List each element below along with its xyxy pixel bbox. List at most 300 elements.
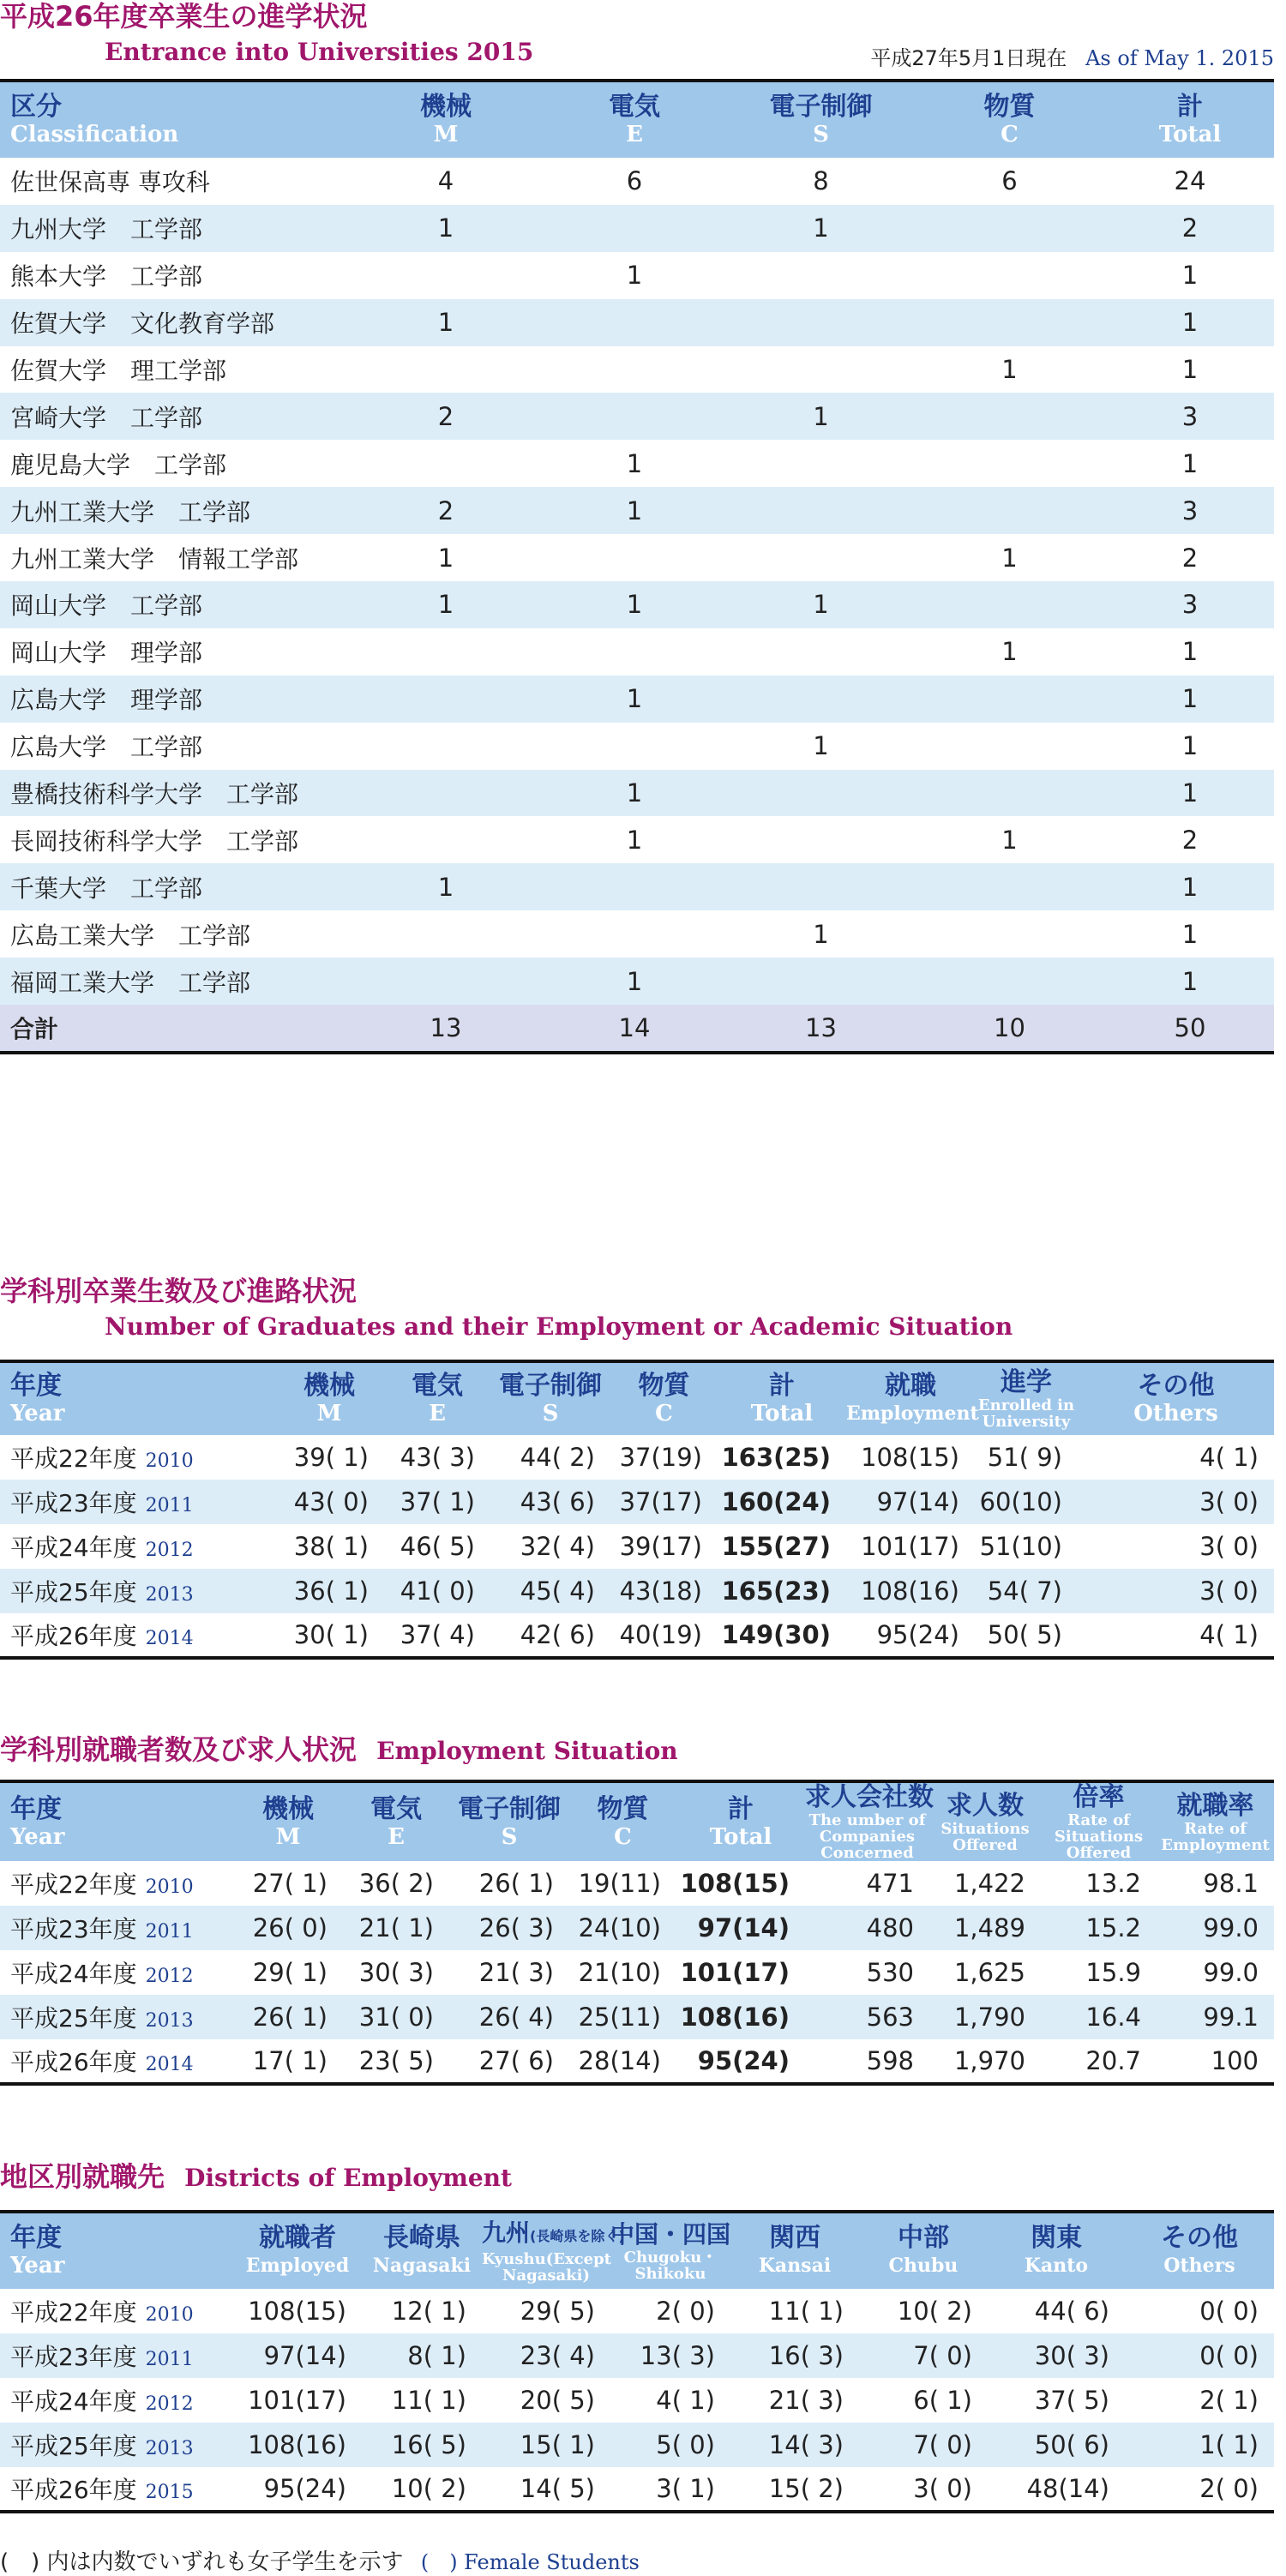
cell-s (729, 440, 913, 487)
cell: 21( 1) (358, 1913, 434, 1943)
cell: 25(11) (578, 2003, 661, 2032)
year-en: 2012 (145, 1966, 194, 1987)
table-row (0, 2378, 1274, 2423)
cell-m (352, 816, 540, 863)
header-e: 電気 E (370, 1793, 422, 1850)
row-label: 宮崎大学 工学部 (10, 403, 203, 432)
row-year (0, 2378, 233, 2423)
row-year (0, 1569, 274, 1613)
cell-e (540, 723, 729, 770)
cell-total: 1 (1181, 919, 1199, 949)
cell: 471 (866, 1869, 914, 1898)
year-en: 2011 (145, 1921, 194, 1943)
header-e: 電気 E (412, 1371, 463, 1426)
year-jp: 平成25年度 (10, 1578, 137, 1606)
cell: 10( 2) (391, 2474, 466, 2503)
cell: 2( 0) (1199, 2474, 1259, 2503)
year-en: 2012 (145, 1540, 194, 1561)
graduates-table (0, 1360, 1274, 1660)
table-row (0, 816, 1274, 863)
header-chubu: 中部 Chubu (888, 2223, 958, 2277)
cell: 3( 1) (656, 2474, 715, 2503)
cell: 149(30) (721, 1620, 831, 1649)
cell: 3( 0) (1199, 1487, 1259, 1516)
cell-e: 1 (626, 966, 643, 996)
row-year (0, 2289, 233, 2333)
row-label: 九州工業大学 情報工学部 (10, 544, 299, 573)
header-classification: 区分 Classification (10, 92, 179, 147)
cell: 51( 9) (987, 1443, 1062, 1472)
cell: 4( 1) (1199, 1443, 1259, 1472)
row-year (0, 1524, 274, 1569)
cell: 4( 1) (656, 2386, 715, 2415)
row-year (0, 1480, 274, 1524)
header-c: 物質 C (597, 1793, 649, 1850)
year-jp: 平成26年度 (10, 2048, 137, 2076)
cell: 43(18) (619, 1576, 702, 1606)
cell-total: 3 (1181, 590, 1199, 620)
cell-m (352, 252, 540, 299)
row-label: 広島工業大学 工学部 (10, 921, 251, 950)
cell: 480 (866, 1913, 914, 1943)
cell: 95(24) (697, 2046, 790, 2075)
cell: 50( 6) (1034, 2430, 1109, 2459)
header-e: 電気 E (609, 92, 660, 147)
cell: 15.9 (1085, 1958, 1141, 1987)
cell: 97(14) (263, 2341, 346, 2370)
cell: 39( 1) (293, 1443, 369, 1472)
cell: 163(25) (721, 1443, 831, 1472)
table-row (0, 299, 1274, 346)
cell: 7( 0) (913, 2430, 972, 2459)
cell-e (540, 393, 729, 440)
cell-s: 13 (805, 1013, 837, 1043)
cell: 10( 2) (897, 2297, 972, 2326)
cell: 26( 0) (252, 1913, 328, 1943)
cell: 5( 0) (656, 2430, 715, 2459)
cell: 26( 4) (478, 2003, 554, 2032)
cell: 44( 2) (520, 1443, 595, 1472)
table-row (0, 863, 1274, 910)
cell-e: 1 (626, 261, 643, 291)
section1-date-en: As of May 1. 2015 (1085, 46, 1274, 70)
cell-c: 6 (1001, 166, 1018, 196)
cell: 50( 5) (987, 1620, 1062, 1649)
cell: 40(19) (619, 1620, 702, 1649)
table-row (0, 2423, 1274, 2467)
cell-c (913, 581, 1106, 628)
section4-title-line (0, 2160, 512, 2193)
year-en: 2011 (145, 2349, 194, 2370)
year-jp: 平成26年度 (10, 2476, 137, 2504)
year-en: 2011 (145, 1495, 194, 1516)
cell-m: 1 (437, 872, 454, 902)
cell: 108(16) (861, 1576, 959, 1606)
cell: 1,422 (953, 1869, 1025, 1898)
table-row (0, 581, 1274, 628)
cell: 108(16) (680, 2003, 790, 2032)
cell-m: 13 (430, 1013, 462, 1043)
cell: 21( 3) (768, 2386, 844, 2415)
cell: 101(17) (680, 1958, 790, 1987)
cell: 1,970 (953, 2046, 1025, 2075)
university-entrance-table (0, 79, 1274, 1054)
cell: 108(15) (861, 1443, 959, 1472)
cell: 23( 4) (520, 2341, 595, 2370)
cell-e: 1 (626, 684, 643, 714)
header-others: その他 Others (1161, 2223, 1238, 2277)
cell-e (540, 299, 729, 346)
header-employment: 就職 Employment (846, 1371, 979, 1425)
cell: 38( 1) (293, 1532, 369, 1561)
cell: 530 (866, 1958, 914, 1987)
section1-date (870, 41, 1274, 71)
header-kyushu: 九州(長崎県を除く) Kyushu(Except Nagasaki) (482, 2219, 625, 2285)
cell-e (540, 534, 729, 581)
table-row (0, 910, 1274, 958)
section4-title: 地区別就職先 (0, 2160, 165, 2193)
row-year (0, 1435, 274, 1480)
cell: 30( 1) (293, 1620, 369, 1649)
header-c: 物質 C (983, 92, 1036, 147)
cell: 43( 6) (520, 1487, 595, 1516)
cell-c (913, 252, 1106, 299)
table-row (0, 1435, 1274, 1480)
cell-total: 1 (1181, 637, 1199, 667)
cell-total: 24 (1174, 166, 1206, 196)
row-label: 九州大学 工学部 (10, 215, 203, 244)
cell: 37(19) (619, 1443, 702, 1472)
year-en: 2010 (145, 1876, 194, 1898)
cell: 95(24) (263, 2474, 346, 2503)
header-s: 電子制御 S (499, 1371, 602, 1426)
year-jp: 平成24年度 (10, 2387, 137, 2416)
table-row (0, 440, 1274, 487)
cell: 42( 6) (520, 1620, 595, 1649)
year-jp: 平成24年度 (10, 1534, 137, 1562)
header-year: 年度 Year (10, 1793, 65, 1850)
table-row (0, 1995, 1274, 2039)
cell-s: 1 (813, 590, 829, 620)
section1-date-jp: 平成27年5月1日現在 (870, 46, 1067, 70)
cell: 14( 3) (768, 2430, 844, 2459)
row-label: 岡山大学 工学部 (10, 591, 203, 621)
row-label: 佐賀大学 文化教育学部 (10, 309, 275, 339)
cell: 160(24) (721, 1487, 831, 1516)
row-label: 岡山大学 理学部 (10, 639, 203, 668)
cell: 13.2 (1085, 1869, 1141, 1898)
cell-s (729, 958, 913, 1005)
cell-e (540, 863, 729, 910)
cell-s (729, 299, 913, 346)
cell: 2( 0) (656, 2297, 715, 2326)
cell-m (352, 910, 540, 958)
cell-s: 8 (813, 166, 829, 196)
cell: 97(14) (876, 1487, 959, 1516)
cell: 20( 5) (520, 2386, 595, 2415)
cell: 7( 0) (913, 2341, 972, 2370)
year-en: 2014 (145, 1628, 194, 1649)
header-rate-situations: 倍率 Rate of Situations Offered (1054, 1782, 1144, 1862)
cell-s: 1 (813, 731, 829, 761)
cell: 30( 3) (1034, 2341, 1109, 2370)
row-year (0, 1613, 274, 1658)
cell-m: 4 (437, 166, 454, 196)
cell-total: 1 (1181, 355, 1199, 384)
cell: 28(14) (578, 2046, 661, 2075)
cell-m: 1 (437, 543, 454, 573)
header-chugoku: 中国・四国 Chugoku・Shikoku (610, 2220, 731, 2283)
cell: 0( 0) (1199, 2341, 1259, 2370)
cell: 41( 0) (400, 1576, 475, 1606)
cell: 1,489 (953, 1913, 1025, 1943)
table-header-row (0, 1361, 1274, 1435)
cell-c (913, 958, 1106, 1005)
row-year (0, 1861, 233, 1906)
table-row (0, 676, 1274, 723)
cell-c (913, 723, 1106, 770)
cell: 23( 5) (358, 2046, 434, 2075)
header-enrolled: 進学 Enrolled in University (977, 1367, 1075, 1431)
section3-title: 学科別就職者数及び求人状況 (0, 1733, 358, 1766)
table-row (0, 534, 1274, 581)
table-row (0, 487, 1274, 534)
cell: 0( 0) (1199, 2297, 1259, 2326)
section1-subtitle: Entrance into Universities 2015 (105, 38, 534, 66)
header-year: 年度 Year (10, 2223, 65, 2279)
year-en: 2010 (145, 2304, 194, 2326)
cell: 11( 1) (391, 2386, 466, 2415)
cell: 51(10) (979, 1532, 1062, 1561)
cell-s (729, 346, 913, 393)
cell: 48(14) (1026, 2474, 1109, 2503)
cell-c: 10 (994, 1013, 1025, 1043)
header-rate-employment: 就職率 Rate of Employment (1161, 1790, 1270, 1854)
cell: 95(24) (876, 1620, 959, 1649)
cell: 2( 1) (1199, 2386, 1259, 2415)
cell-s: 1 (813, 401, 829, 431)
header-s: 電子制御 S (458, 1793, 561, 1850)
cell: 29( 5) (520, 2297, 595, 2326)
cell: 43( 3) (400, 1443, 475, 1472)
row-year (0, 1906, 233, 1950)
table-row (0, 1524, 1274, 1569)
table-row (0, 252, 1274, 299)
header-employed: 就職者 Employed (245, 2223, 350, 2277)
cell: 37( 5) (1034, 2386, 1109, 2415)
header-total: 計 Total (1158, 92, 1222, 147)
cell: 26( 1) (478, 1869, 554, 1898)
cell: 108(15) (248, 2297, 346, 2326)
table-row (0, 1569, 1274, 1613)
year-jp: 平成25年度 (10, 2004, 137, 2033)
cell: 563 (866, 2003, 914, 2032)
row-year (0, 2333, 233, 2378)
cell: 36( 2) (358, 1869, 434, 1898)
year-en: 2013 (145, 1584, 194, 1606)
year-jp: 平成23年度 (10, 2343, 137, 2371)
cell: 30( 3) (358, 1958, 434, 1987)
year-jp: 平成22年度 (10, 1870, 137, 1899)
section2-title: 学科別卒業生数及び進路状況 (0, 1275, 358, 1307)
cell: 45( 4) (520, 1576, 595, 1606)
cell-c (913, 487, 1106, 534)
header-situations: 求人数 Situations Offered (940, 1790, 1030, 1854)
total-row (0, 1005, 1274, 1053)
cell: 100 (1211, 2046, 1259, 2075)
cell-e: 1 (626, 495, 643, 525)
footnote-jp: ( ) 内は内数でいずれも女子学生を示す (0, 2549, 404, 2575)
table-header-row (0, 81, 1274, 158)
row-label: 佐世保高専 専攻科 (10, 168, 210, 197)
cell-total: 2 (1181, 825, 1199, 855)
cell: 31( 0) (358, 2003, 434, 2032)
table-row (0, 2289, 1274, 2333)
header-total: 計 Total (709, 1793, 772, 1850)
cell: 598 (866, 2046, 914, 2075)
cell: 1( 1) (1199, 2430, 1259, 2459)
year-en: 2014 (145, 2054, 194, 2075)
year-jp: 平成24年度 (10, 1960, 137, 1988)
row-label: 九州工業大学 工学部 (10, 497, 251, 526)
header-c: 物質 C (638, 1371, 690, 1426)
cell: 37( 1) (400, 1487, 475, 1516)
cell-m (352, 346, 540, 393)
cell: 108(16) (248, 2430, 346, 2459)
cell: 54( 7) (987, 1576, 1062, 1606)
cell: 16( 5) (391, 2430, 466, 2459)
cell-e: 6 (626, 166, 643, 196)
cell-total: 2 (1181, 213, 1199, 243)
cell-m: 1 (437, 590, 454, 620)
cell-e: 1 (626, 825, 643, 855)
cell-e: 1 (626, 448, 643, 478)
header-m: 機械 M (420, 92, 472, 147)
cell-s: 1 (813, 213, 829, 243)
cell-c (913, 393, 1106, 440)
footnote-en: ( ) Female Students (420, 2550, 640, 2574)
cell-total: 1 (1181, 731, 1199, 761)
cell-e (540, 628, 729, 676)
header-s: 電子制御 S (769, 92, 873, 147)
cell-s (729, 252, 913, 299)
row-label: 豊橋技術科学大学 工学部 (10, 780, 299, 809)
table-row (0, 1861, 1274, 1906)
cell: 32( 4) (520, 1532, 595, 1561)
cell-total: 1 (1181, 778, 1199, 808)
table-row (0, 1906, 1274, 1950)
cell: 3( 0) (913, 2474, 972, 2503)
section1-title: 平成26年度卒業生の進学状況 (0, 0, 368, 33)
year-en: 2015 (145, 2482, 194, 2503)
cell: 101(17) (861, 1532, 959, 1561)
cell-m (352, 440, 540, 487)
header-others: その他 Others (1133, 1371, 1218, 1426)
cell: 155(27) (721, 1532, 831, 1561)
row-label: 長岡技術科学大学 工学部 (10, 826, 299, 856)
cell-e (540, 205, 729, 252)
cell: 98.1 (1203, 1869, 1259, 1898)
cell: 15.2 (1085, 1913, 1141, 1943)
cell: 8( 1) (407, 2341, 466, 2370)
header-year: 年度 Year (10, 1371, 65, 1426)
cell-s (729, 487, 913, 534)
table-row (0, 2467, 1274, 2512)
cell-c: 1 (1001, 543, 1018, 573)
cell: 43( 0) (293, 1487, 369, 1516)
cell-e (540, 910, 729, 958)
cell-s (729, 676, 913, 723)
table-row (0, 723, 1274, 770)
cell-c (913, 440, 1106, 487)
cell: 99.1 (1203, 2003, 1259, 2032)
cell-s (729, 863, 913, 910)
row-year (0, 2039, 233, 2084)
cell: 165(23) (721, 1576, 831, 1606)
cell: 3( 0) (1199, 1532, 1259, 1561)
cell: 26( 3) (478, 1913, 554, 1943)
cell: 26( 1) (252, 2003, 328, 2032)
year-jp: 平成23年度 (10, 1489, 137, 1517)
cell: 13( 3) (640, 2341, 715, 2370)
cell: 97(14) (697, 1913, 790, 1943)
cell-c: 1 (1001, 637, 1018, 667)
cell: 20.7 (1085, 2046, 1141, 2075)
cell-c (913, 863, 1106, 910)
table-row (0, 205, 1274, 252)
cell-e: 1 (626, 778, 643, 808)
row-year (0, 2467, 233, 2512)
cell-c (913, 205, 1106, 252)
cell: 60(10) (979, 1487, 1062, 1516)
cell-m: 2 (437, 401, 454, 431)
cell-total: 1 (1181, 261, 1199, 291)
cell: 1,625 (953, 1958, 1025, 1987)
employment-situation-table (0, 1780, 1274, 2086)
cell: 6( 1) (913, 2386, 972, 2415)
table-row (0, 770, 1274, 817)
year-jp: 平成22年度 (10, 1444, 137, 1473)
year-jp: 平成26年度 (10, 1622, 137, 1650)
cell: 37(17) (619, 1487, 702, 1516)
table-row (0, 1480, 1274, 1524)
table-row (0, 628, 1274, 676)
row-label: 千葉大学 工学部 (10, 874, 203, 903)
cell: 21( 3) (478, 1958, 554, 1987)
year-jp: 平成25年度 (10, 2432, 137, 2460)
cell: 36( 1) (293, 1576, 369, 1606)
cell: 15( 1) (520, 2430, 595, 2459)
cell-c (913, 676, 1106, 723)
cell: 24(10) (578, 1913, 661, 1943)
cell-s (729, 628, 913, 676)
table-row (0, 2039, 1274, 2084)
header-kansai: 関西 Kansai (758, 2223, 832, 2277)
cell-total: 3 (1181, 495, 1199, 525)
districts-table (0, 2210, 1274, 2513)
cell-c: 1 (1001, 825, 1018, 855)
cell: 27( 1) (252, 1869, 328, 1898)
year-en: 2012 (145, 2393, 194, 2415)
section4-subtitle: Districts of Employment (184, 2164, 512, 2192)
cell: 37( 4) (400, 1620, 475, 1649)
cell-total: 1 (1181, 684, 1199, 714)
table-header-row (0, 1781, 1274, 1861)
cell: 17( 1) (252, 2046, 328, 2075)
cell-m (352, 723, 540, 770)
cell-s: 1 (813, 919, 829, 949)
cell-e: 14 (618, 1013, 651, 1043)
